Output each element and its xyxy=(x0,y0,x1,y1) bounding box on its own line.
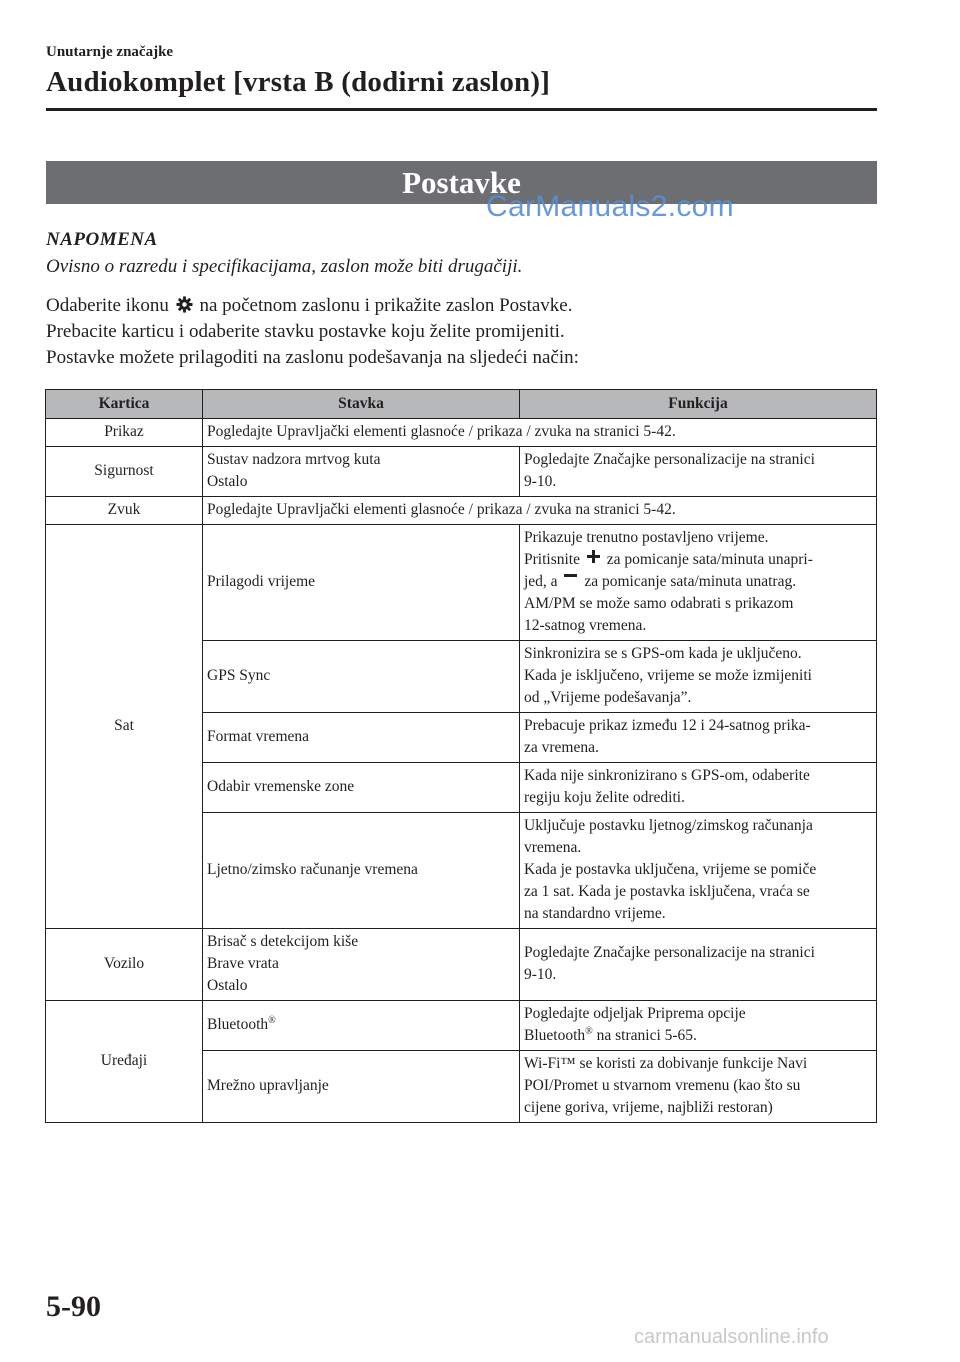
merged-cell: Pogledajte Upravljački elementi glasnoće / prikaza / zvuka na stranici 5-42. xyxy=(203,419,877,447)
function-cell: Pogledajte Značajke personalizacije na stranici 9-10. xyxy=(520,447,877,497)
function-cell: Uključuje postavku ljetnog/zimskog računanja vremena. Kada je postavka uključena, vrijeme se pomiče za 1 sat. Kada je postavka isključena, vraća se na standardno vrijeme. xyxy=(520,813,877,929)
intro-text xyxy=(46,293,579,371)
plus-icon xyxy=(587,550,600,563)
section-label: Unutarnje značajke xyxy=(46,44,174,60)
tab-cell: Uređaji xyxy=(46,1001,203,1123)
function-cell: Prikazuje trenutno postavljeno vrijeme. Pritisnite za pomicanje sata/minuta unapri- jed, a za pomicanje sata/minuta unatrag. AM/PM se može samo odabrati s prikazom 12-satnog vremena. xyxy=(520,525,877,641)
item-cell: Brisač s detekcijom kiše Brave vrata Ostalo xyxy=(203,929,520,1001)
title-rule xyxy=(46,108,877,111)
item-cell: Ljetno/zimsko računanje vremena xyxy=(203,813,520,929)
header-tab: Kartica xyxy=(46,390,203,419)
item-cell: GPS Sync xyxy=(203,641,520,713)
merged-cell: Pogledajte Upravljački elementi glasnoće / prikaza / zvuka na stranici 5-42. xyxy=(203,497,877,525)
function-cell: Wi-Fi™ se koristi za dobivanje funkcije Navi POI/Promet u stvarnom vremenu (kao što su cijene goriva, vrijeme, najbliži restoran) xyxy=(520,1051,877,1123)
table-row xyxy=(46,419,877,447)
minus-icon xyxy=(564,572,577,585)
tab-cell: Zvuk xyxy=(46,497,203,525)
intro-line-1: Odaberite ikonu na početnom zaslonu i prikažite zaslon Postavke. xyxy=(46,295,573,316)
item-cell: Prilagodi vrijeme xyxy=(203,525,520,641)
tab-cell: Sigurnost xyxy=(46,447,203,497)
item-cell: Odabir vremenske zone xyxy=(203,763,520,813)
function-cell: Pogledajte Značajke personalizacije na stranici 9-10. xyxy=(520,929,877,1001)
tab-cell: Vozilo xyxy=(46,929,203,1001)
item-cell: Bluetooth® xyxy=(203,1001,520,1051)
intro-line-2: Prebacite karticu i odaberite stavku postavke koju želite promijeniti. xyxy=(46,321,565,342)
note-text: Ovisno o razredu i specifikacijama, zaslon može biti drugačiji. xyxy=(46,256,523,277)
function-cell: Pogledajte odjeljak Priprema opcije Bluetooth® na stranici 5-65. xyxy=(520,1001,877,1051)
header-function: Funkcija xyxy=(520,390,877,419)
header-item: Stavka xyxy=(203,390,520,419)
item-cell: Mrežno upravljanje xyxy=(203,1051,520,1123)
table-header-row xyxy=(46,390,877,419)
function-cell: Sinkronizira se s GPS-om kada je uključeno. Kada je isključeno, vrijeme se može izmijeniti od „Vrijeme podešavanja”. xyxy=(520,641,877,713)
table-row xyxy=(46,525,877,641)
watermark-top: CarManuals2.com xyxy=(486,190,734,223)
table-row xyxy=(46,497,877,525)
tab-cell: Prikaz xyxy=(46,419,203,447)
chapter-title: Audiokomplet [vrsta B (dodirni zaslon)] xyxy=(46,66,551,98)
intro-line-3: Postavke možete prilagoditi na zaslonu podešavanja na sljedeći način: xyxy=(46,347,579,368)
gear-icon xyxy=(176,296,193,313)
settings-table xyxy=(45,389,877,1123)
section-heading: Postavke xyxy=(402,165,521,200)
table-row xyxy=(46,929,877,1001)
section-band xyxy=(46,161,877,204)
table-row xyxy=(46,1001,877,1051)
item-cell: Sustav nadzora mrtvog kuta Ostalo xyxy=(203,447,520,497)
function-cell: Prebacuje prikaz između 12 i 24-satnog prika- za vremena. xyxy=(520,713,877,763)
function-cell: Kada nije sinkronizirano s GPS-om, odaberite regiju koju želite odrediti. xyxy=(520,763,877,813)
item-cell: Format vremena xyxy=(203,713,520,763)
page-number: 5-90 xyxy=(46,1290,101,1323)
tab-cell: Sat xyxy=(46,525,203,929)
note-label: NAPOMENA xyxy=(46,229,158,250)
watermark-bottom: carmanualsonline.info xyxy=(634,1326,829,1348)
table-row xyxy=(46,447,877,497)
